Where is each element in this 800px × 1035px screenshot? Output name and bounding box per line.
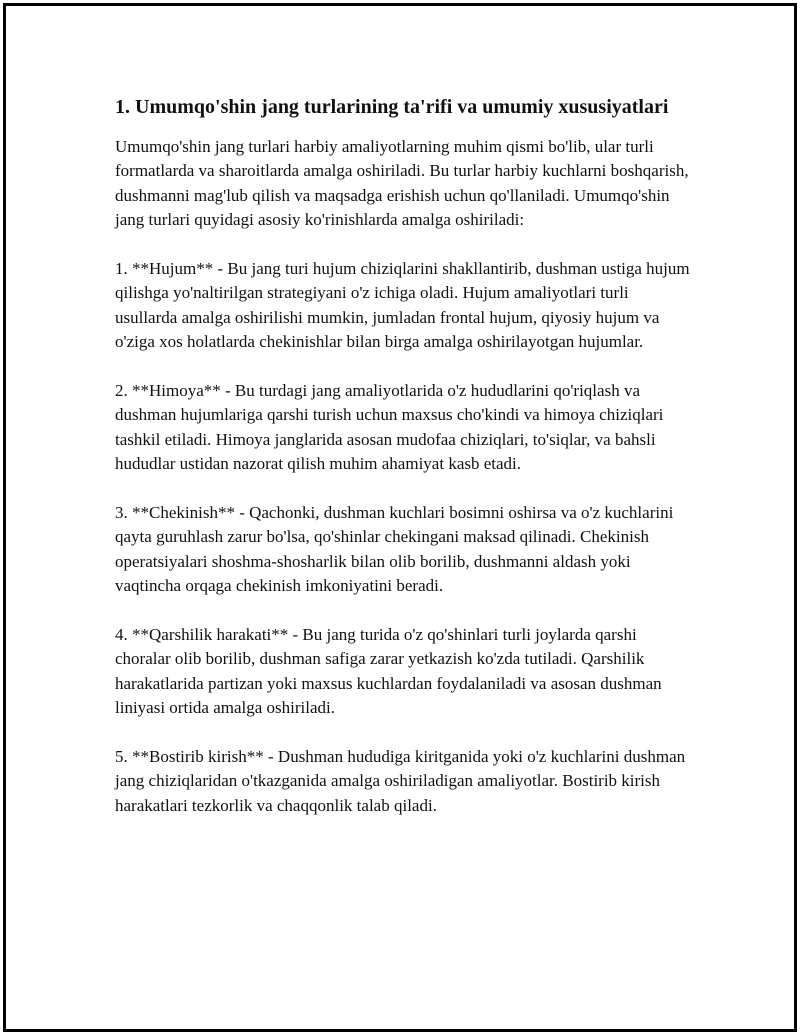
intro-paragraph: Umumqo'shin jang turlari harbiy amaliyotlarning muhim qismi bo'lib, ular turli formatlarda va sharoitlarda amalga oshiriladi. Bu turlar harbiy kuchlarni boshqarish, dushmanni mag'lub qilish va maqsadga erishish uchun qo'llaniladi. Umumqo'shin jang turlari quyidagi asosiy ko'rinishlarda amalga oshiriladi: (115, 137, 689, 230)
list-item-chekinish: 3. **Chekinish** - Qachonki, dushman kuchlari bosimni oshirsa va o'z kuchlarini qayta guruhlash zarur bo'lsa, qo'shinlar chekingani maksad qilinadi. Chekinish operatsiyalari shoshma-shosharlik bilan olib borilib, dushmanni aldash yoki vaqtincha orqaga chekinish imkoniyatini beradi. (115, 503, 674, 596)
list-item-qarshilik-harakati: 4. **Qarshilik harakati** - Bu jang turida o'z qo'shinlari turli joylarda qarshi choralar olib borilib, dushman safiga zarar yetkazish ko'zda tutiladi. Qarshilik harakatlarida partizan yoki maxsus kuchlardan foydalaniladi va asosan dushman liniyasi ortida amalga oshiriladi. (115, 625, 662, 718)
list-item-hujum: 1. **Hujum** - Bu jang turi hujum chiziqlarini shakllantirib, dushman ustiga hujum qilishga yo'naltirilgan strategiyani o'z ichiga oladi. Hujum amaliyotlari turli usullarda amalga oshirilishi mumkin, jumladan frontal hujum, qiyosiy hujum va o'ziga xos holatlarda chekinishlar bilan birga amalga oshirilayotgan hujumlar. (115, 259, 690, 352)
document-body (115, 93, 695, 843)
section-heading: 1. Umumqo'shin jang turlarining ta'rifi va umumiy xususiyatlari (115, 96, 669, 118)
list-item-himoya: 2. **Himoya** - Bu turdagi jang amaliyotlarida o'z hududlarini qo'riqlash va dushman hujumlariga qarshi turish uchun maxsus cho'kindi va himoya chiziqlari tashkil etiladi. Himoya janglarida asosan mudofaa chiziqlari, to'siqlar, va bahsli hududlar ustidan nazorat qilish muhim ahamiyat kasb etadi. (115, 381, 664, 474)
list-item-bostirib-kirish: 5. **Bostirib kirish** - Dushman hududiga kiritganida yoki o'z kuchlarini dushman jang chiziqlaridan o'tkazganida amalga oshiriladigan amaliyotlar. Bostirib kirish harakatlari tezkorlik va chaqqonlik talab qiladi. (115, 747, 686, 815)
